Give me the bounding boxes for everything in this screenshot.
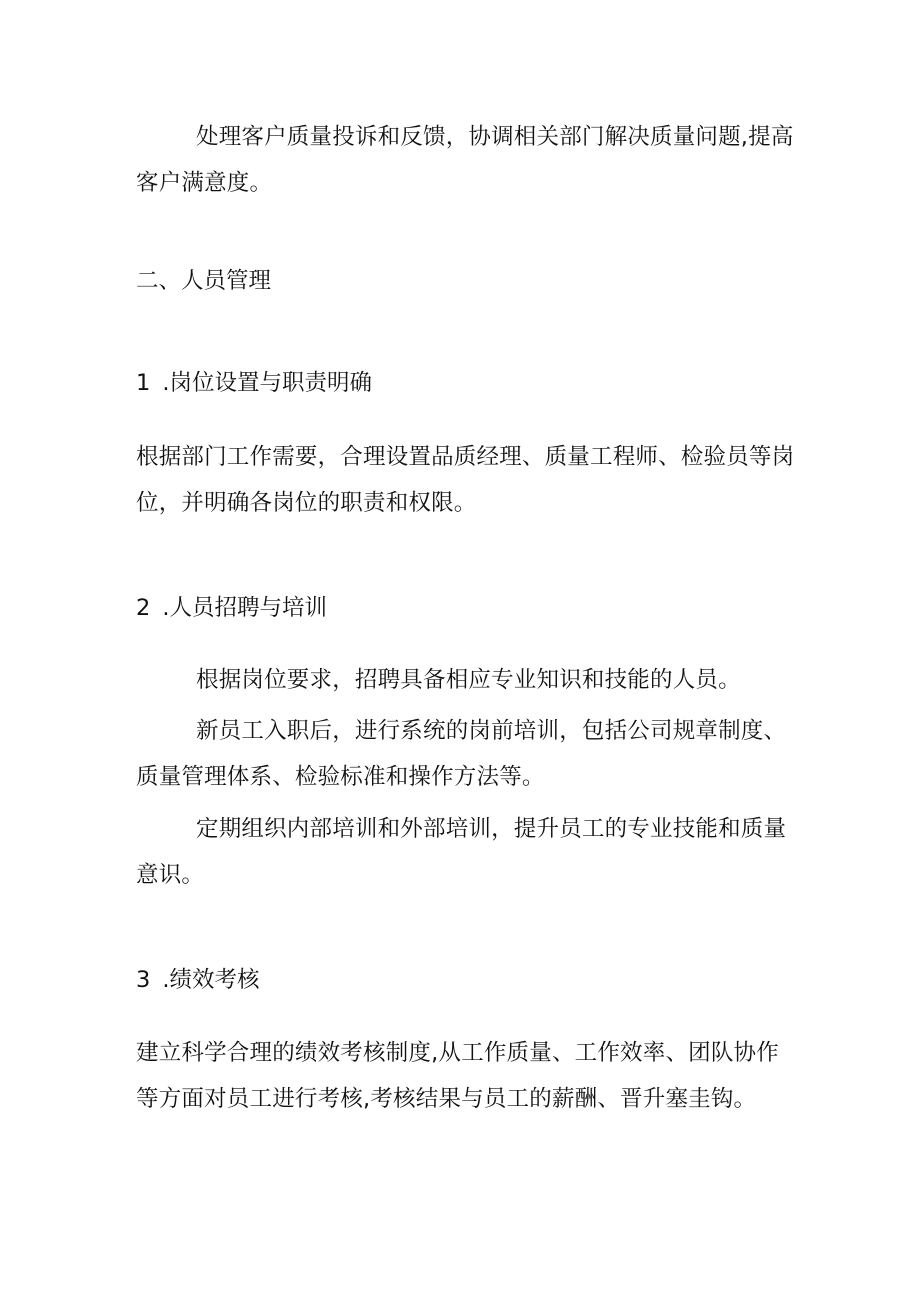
paragraph-customer-complaints: 处理客户质量投诉和反馈，协调相关部门解决质量问题,提高客户满意度。 [136,124,794,196]
heading-text: .人员招聘与培训 [162,595,327,621]
paragraph-onboarding-training: 新员工入职后，进行系统的岗前培训，包括公司规章制度、质量管理体系、检验标准和操作方法等。 [136,718,787,790]
section-title: 二、人员管理 [136,268,272,294]
heading-number: 1 [136,370,151,396]
heading-position-setup [136,360,372,406]
paragraph-recruitment: 根据岗位要求，招聘具备相应专业知识和技能的人员。 [196,667,741,693]
paragraph-position-duties: 根据部门工作需要，合理设置品质经理、质量工程师、检验员等岗位，并明确各岗位的职责和权限。 [136,444,795,516]
heading-recruitment-training [136,585,327,631]
heading-number: 2 [136,595,151,621]
paragraph-performance-system: 建立科学合理的绩效考核制度,从工作质量、工作效率、团队协作等方面对员工进行考核,考核结果与员工的薪酬、晋升塞圭钩。 [136,1040,779,1112]
paragraph-regular-training: 定期组织内部培训和外部培训，提升员工的专业技能和质量意识。 [136,816,787,888]
heading-text: .岗位设置与职责明确 [162,370,372,396]
heading-performance-review [136,957,259,1003]
heading-number: 3 [136,967,151,993]
heading-text: .绩效考核 [162,967,260,993]
